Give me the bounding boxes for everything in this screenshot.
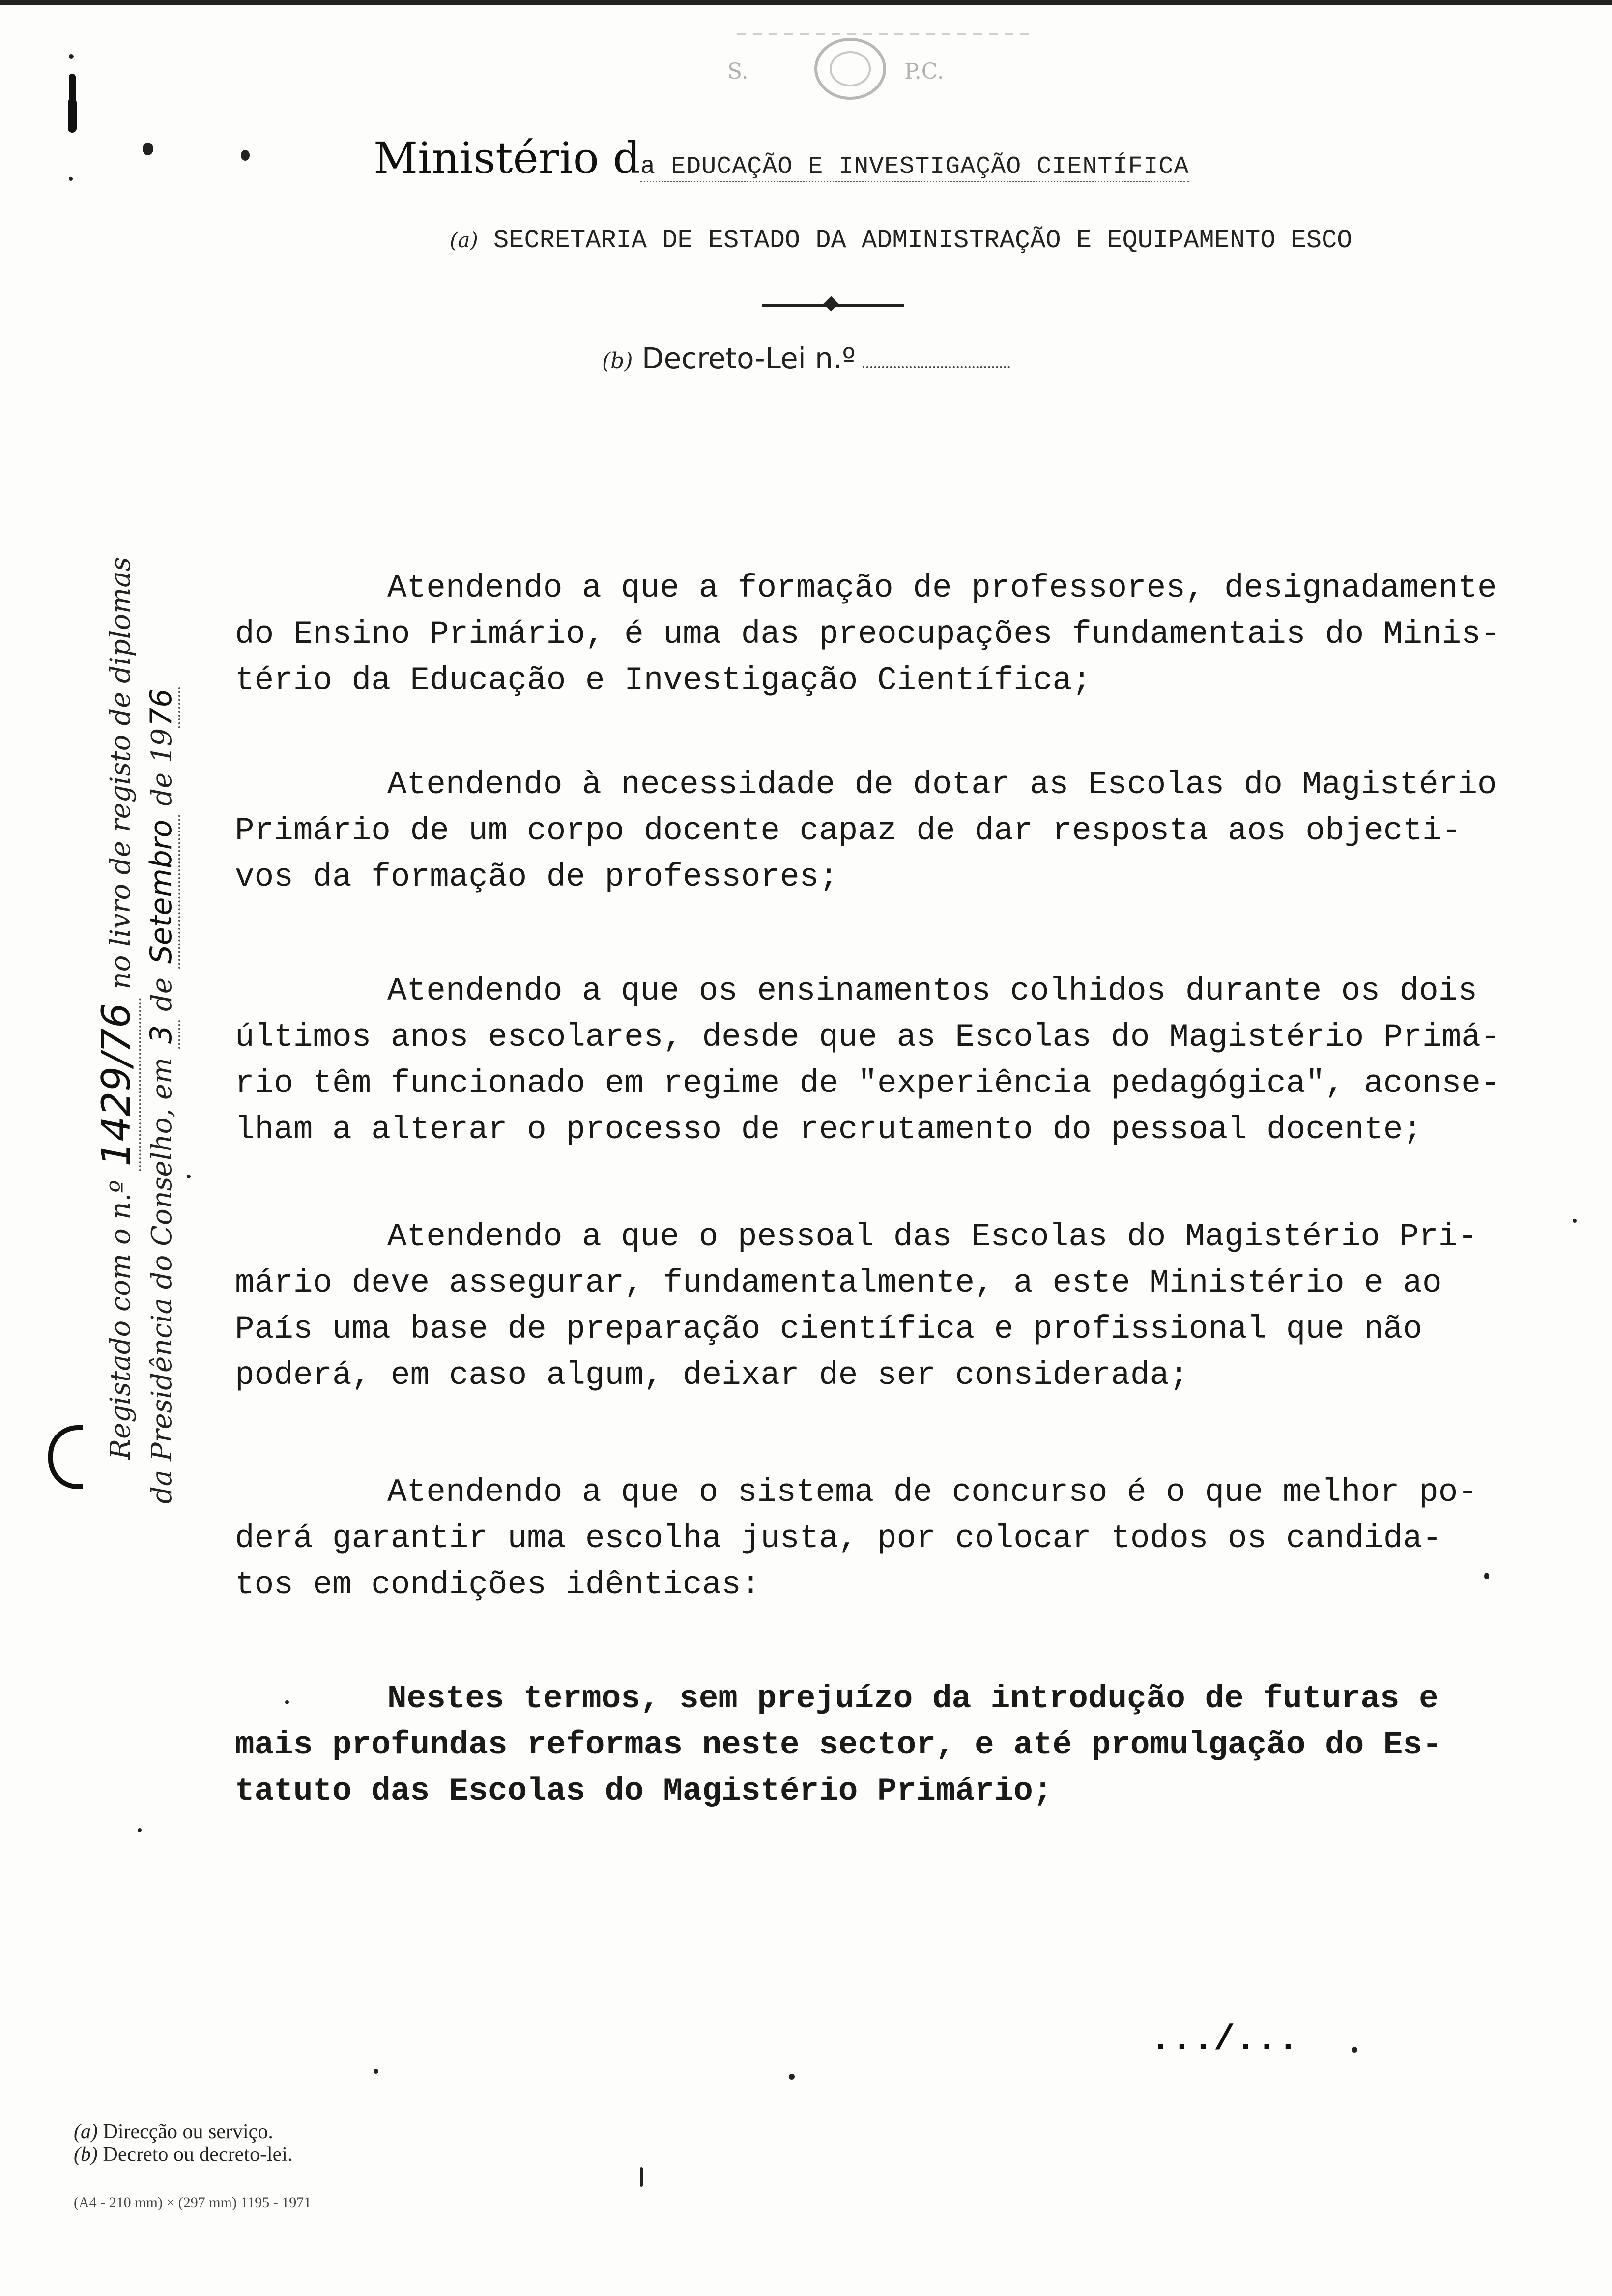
preamble-paragraph-4	[235, 1214, 1562, 1399]
registration-number-handwritten: 1429/76	[93, 998, 141, 1171]
registration-text: de 19	[146, 728, 178, 806]
registration-year-handwritten: 76	[144, 687, 180, 728]
secretariat-name: SECRETARIA DE ESTADO DA ADMINISTRAÇÃO E EQUIPAMENTO ESCO	[493, 226, 1353, 255]
official-stamp	[727, 15, 1042, 103]
footnote-marker-a: (a)	[450, 228, 478, 252]
speck	[374, 2069, 378, 2074]
registration-text: no livro de registo de diplomas	[105, 557, 137, 990]
preamble-paragraph-2	[235, 762, 1562, 900]
margin-bracket-mark	[48, 1425, 83, 1489]
text-line: do Ensino Primário, é uma das preocupações fundamentais do Minis-	[235, 616, 1500, 653]
speck	[640, 2167, 643, 2187]
text-line: Nestes termos, sem prejuízo da introdução de futuras e	[387, 1680, 1439, 1717]
preamble-paragraph-3	[235, 968, 1562, 1153]
ministry-header	[374, 133, 1189, 183]
divider-ornament	[823, 296, 838, 311]
text-line: derá garantir uma escolha justa, por colocar todos os candida-	[235, 1520, 1442, 1557]
registration-text: Registado com o n.º	[105, 1180, 137, 1460]
stamp-left-text: S.	[727, 59, 748, 84]
page-continuation-mark: .../...	[1150, 2020, 1299, 2060]
speck	[1484, 1573, 1489, 1579]
text-line: Atendendo a que o sistema de concurso é o que melhor po-	[387, 1474, 1477, 1511]
decree-line	[602, 342, 1010, 375]
text-line: tatuto das Escolas do Magistério Primário;	[235, 1773, 1053, 1809]
footnote-a	[74, 2121, 292, 2143]
binder-mark	[68, 98, 77, 133]
preamble-paragraph-5	[235, 1469, 1562, 1608]
speck	[241, 150, 250, 161]
text-line: vos da formação de professores;	[235, 859, 838, 895]
text-line: Atendendo a que os ensinamentos colhidos durante os dois	[387, 973, 1477, 1009]
registration-text: de	[146, 977, 178, 1011]
registration-text: da Presidência do Conselho, em	[146, 1057, 178, 1504]
form-printer-note: (A4 - 210 mm) × (297 mm) 1195 - 1971	[74, 2194, 312, 2210]
registration-month-handwritten: Setembro	[144, 815, 180, 969]
speck	[1573, 1219, 1577, 1223]
registration-margin-note	[54, 521, 178, 1504]
speck	[789, 2074, 795, 2080]
speck	[1352, 2047, 1357, 2053]
text-line: tos em condições idênticas:	[235, 1566, 761, 1603]
text-line: País uma base de preparação científica e profissional que não	[235, 1311, 1422, 1348]
registration-line-2	[144, 521, 178, 1504]
footnote-label: (b)	[74, 2143, 98, 2166]
ministry-department: a EDUCAÇÃO E INVESTIGAÇÃO CIENTÍFICA	[640, 153, 1189, 182]
footnote-text: Decreto ou decreto-lei.	[103, 2143, 293, 2166]
text-line: poderá, em caso algum, deixar de ser considerada;	[235, 1357, 1189, 1394]
decree-number-blank	[863, 366, 1010, 368]
footnotes	[74, 2121, 292, 2166]
registration-day-handwritten: 3	[144, 1020, 180, 1049]
footnote-text: Direcção ou serviço.	[103, 2121, 273, 2143]
text-line: Atendendo à necessidade de dotar as Escolas do Magistério	[387, 766, 1497, 803]
speck	[138, 1828, 142, 1832]
speck	[69, 177, 73, 181]
stamp-right-text: P.C.	[904, 59, 944, 84]
footnote-label: (a)	[74, 2121, 98, 2143]
text-line: últimos anos escolares, desde que as Escolas do Magistério Primá-	[235, 1019, 1500, 1056]
footnote-b	[74, 2143, 292, 2166]
speck	[187, 1175, 191, 1178]
text-line: mais profundas reformas neste sector, e até promulgação do Es-	[235, 1726, 1442, 1763]
decree-label: Decreto-Lei n.º	[641, 342, 856, 375]
ministry-name: Ministério d	[374, 133, 641, 183]
footnote-marker-b: (b)	[602, 348, 633, 373]
text-line: rio têm funcionado em regime de "experiência pedagógica", aconse-	[235, 1065, 1500, 1102]
speck	[69, 54, 74, 59]
text-line: tério da Educação e Investigação Científica;	[235, 662, 1092, 699]
registration-line-1	[93, 521, 139, 1460]
text-line: Atendendo a que a formação de professores, designadamente	[387, 570, 1497, 606]
stamp-seal-graphic	[727, 15, 1042, 103]
text-line: Primário de um corpo docente capaz de dar resposta aos objecti-	[235, 812, 1462, 849]
preamble-paragraph-6	[235, 1676, 1562, 1814]
secretariat-line	[450, 226, 1353, 255]
text-line: Atendendo a que o pessoal das Escolas do Magistério Pri-	[387, 1218, 1477, 1255]
text-line: mário deve assegurar, fundamentalmente, a este Ministério e ao	[235, 1264, 1442, 1301]
speck	[285, 1700, 289, 1704]
preamble-paragraph-1	[235, 565, 1562, 704]
top-edge-rule	[0, 0, 1612, 5]
text-line: lham a alterar o processo de recrutamento do pessoal docente;	[235, 1111, 1422, 1148]
speck	[143, 143, 153, 155]
